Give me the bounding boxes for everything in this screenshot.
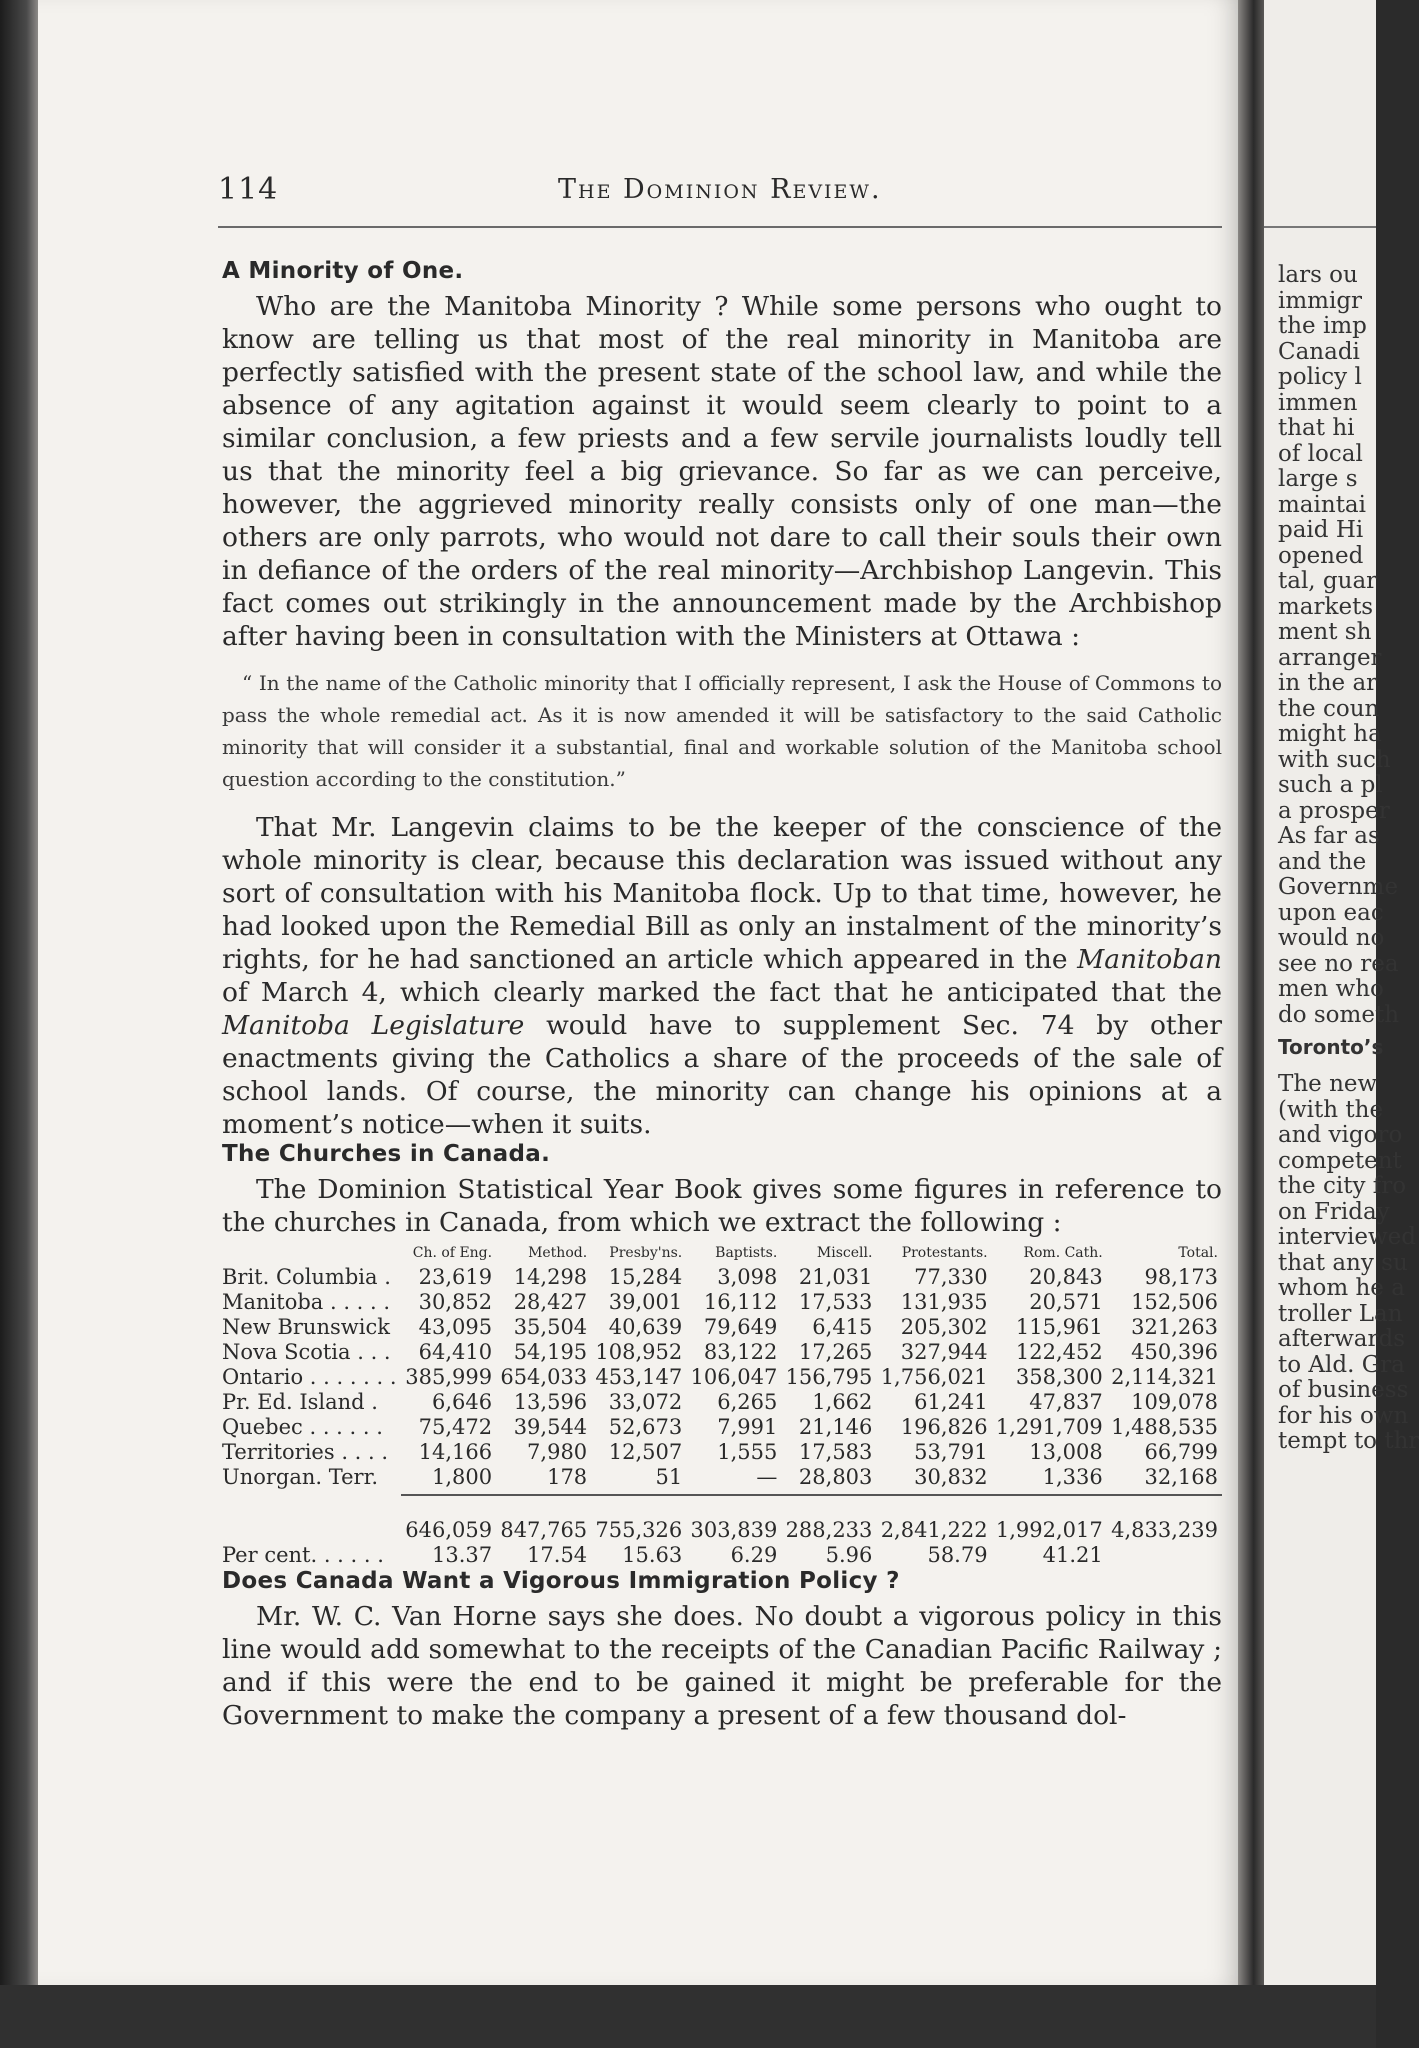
facing-page-line: immigr [1278,287,1363,314]
percent-cell: 17.54 [527,1543,588,1567]
facing-page-line: might ha [1278,721,1382,747]
row-label: Pr. Ed. Island . [222,1390,378,1414]
row-label: Nova Scotia . . . [222,1340,391,1364]
table-cell: 15,284 [608,1265,683,1289]
book-gutter-left [0,0,38,2048]
section-heading-minority: A Minority of One. [222,258,464,284]
table-cell: 178 [547,1465,588,1489]
percent-cell: 15.63 [622,1543,683,1567]
table-row [222,1340,1222,1365]
table-cell: 53,791 [914,1440,988,1464]
percent-label: Per cent. . . . . . [222,1543,384,1567]
table-cell: 17,583 [798,1440,873,1464]
facing-page-line: with such [1278,746,1391,773]
column-header: Miscell. [816,1245,873,1261]
table-header-row [222,1245,1222,1265]
table-cell: 35,504 [513,1315,588,1339]
percent-cell: 6.29 [730,1543,778,1567]
legislature-title: Manitoba Legislature [222,1010,525,1041]
facing-page-line: that hi [1278,415,1355,441]
facing-page-rule [1264,226,1376,228]
table-cell: 23,619 [418,1265,493,1289]
facing-page-line: upon eac [1278,899,1384,926]
table-cell: 28,427 [513,1290,588,1314]
table-cell: 1,662 [812,1390,873,1414]
totals-row [222,1495,1222,1543]
row-label: New Brunswick [222,1315,390,1339]
row-label: Territories . . . . [222,1440,389,1464]
facing-page-line: competent [1278,1147,1402,1174]
total-cell: 1,992,017 [995,1518,1103,1542]
book-spine [1238,0,1264,1985]
table-cell: 14,166 [418,1440,493,1464]
facing-page-line: in the ar [1278,670,1378,696]
facing-page-line: of business [1278,1377,1409,1403]
facing-page-heading: Toronto’s [1278,1035,1384,1059]
table-cell: 7,991 [717,1415,778,1439]
table-row [222,1265,1222,1290]
facing-page-line: lars ou [1278,262,1358,288]
table-cell: 205,302 [900,1315,988,1339]
table-cell: 1,488,535 [1111,1415,1218,1439]
page-bottom-shadow [0,1985,1376,2048]
table-corner [222,1245,401,1265]
table-cell: 54,195 [513,1340,588,1364]
paragraph-minority-2 [222,811,1222,1141]
section-heading-churches: The Churches in Canada. [222,1141,551,1167]
percent-row [222,1543,1222,1568]
facing-page-line: see no rea [1278,950,1399,977]
row-label: Manitoba . . . . . [222,1290,391,1314]
table-row [222,1365,1222,1390]
total-cell: 288,233 [785,1518,873,1542]
table-row [222,1315,1222,1340]
facing-page-line: whom he a [1278,1275,1405,1301]
table-cell: 43,095 [418,1315,493,1339]
facing-page-line: maintai [1278,491,1367,518]
facing-page-line: interviewed [1278,1224,1416,1250]
table-cell: 98,173 [1144,1265,1218,1289]
table-cell: 450,396 [1131,1340,1218,1364]
column-header: Protestants. [901,1245,988,1261]
column-header: Ch. of Eng. [412,1245,493,1261]
table-cell: 61,241 [914,1390,988,1414]
paragraph-text: That Mr. Langevin claims to be the keeper of the conscience of the whole minority is clear, because this declaration was issued without any sort of consultation with his Manitoba flock. Up to that time, however, he had looked upon the Remedial Bill as only an instalment of the minority’s rights, for he had sanctioned an article which appeared in the [222,812,1222,975]
table-cell: 83,122 [703,1340,778,1364]
table-cell: 13,008 [1029,1440,1103,1464]
column-header: Method. [528,1245,588,1261]
header-rule [218,226,1222,228]
table-cell: 6,415 [812,1315,873,1339]
table-cell: 654,033 [500,1365,588,1389]
table-body [222,1265,1222,1568]
facing-page-line: to Ald. Gra [1278,1351,1405,1378]
facing-page-line: on Friday [1278,1198,1390,1225]
section-heading-immigration: Does Canada Want a Vigorous Immigration Policy ? [222,1568,900,1594]
column-header: Rom. Cath. [1023,1245,1103,1261]
table-cell: 32,168 [1144,1465,1218,1489]
facing-page-line: Governme [1278,874,1399,900]
table-cell: 131,935 [900,1290,988,1314]
facing-page-line: arranger [1278,644,1382,671]
row-label: Ontario . . . . . . . [222,1365,397,1389]
column-header: Baptists. [715,1245,778,1261]
facing-page-line: would no [1278,925,1385,951]
facing-page-line: immen [1278,389,1358,416]
percent-cell: 13.37 [431,1543,493,1567]
journal-title: The Dominion Review. [558,174,882,205]
table-cell: 64,410 [418,1340,493,1364]
table-cell: 79,649 [703,1315,778,1339]
column-header: Presby'ns. [609,1245,683,1261]
paragraph-minority-1: Who are the Manitoba Minority ? While some persons who ought to know are telling us that most of the real minority in Manitoba are perfectly satisfied with the present state of the school law, and while the absence of any agitation against it would seem clearly to point to a similar conclusion, a few priests and a few servile journalists loudly tell us that the minority feel a big grievance. So far as we can perceive, however, the aggrieved minority really consists only of one man—the others are only parrots, who would not dare to call their souls their own in defiance of the orders of the real minority—Archbishop Langevin. This fact comes out strikingly in the announcement made by the Archbishop after having been in consultation with the Ministers at Ottawa : [222,291,1222,652]
facing-page-line: men who [1278,976,1384,1002]
facing-page-line: troller Lan [1278,1300,1403,1327]
facing-page-line: do someth [1278,1001,1400,1028]
totals-label [222,1495,401,1543]
table-cell: — [756,1465,778,1489]
facing-page-line: The new [1278,1071,1378,1097]
table-cell: 1,291,709 [995,1415,1103,1439]
facing-page-line: markets [1278,593,1374,620]
paragraph-churches-intro: The Dominion Statistical Year Book gives some figures in reference to the churches in Canada, from which we extract the following : [222,1174,1222,1238]
facing-page-line: such a pl [1278,772,1383,798]
table-cell: 106,047 [690,1365,778,1389]
facing-page-line: the coun [1278,695,1380,722]
paragraph-text: of March 4, which clearly marked the fact that he anticipated that the [222,977,1222,1008]
row-label: Quebec . . . . . . [222,1415,383,1439]
table-cell: 28,803 [798,1465,873,1489]
facing-page-fragment [1264,0,1419,1985]
table-cell: 16,112 [703,1290,778,1314]
facing-page-line: opened [1278,542,1364,569]
paragraph-immigration: Mr. W. C. Van Horne says she does. No doubt a vigorous policy in this line would add somewhat to the receipts of the Canadian Pacific Railway ; and if this were the end to be gained it might be preferable for the Government to make the company a present of a few thousand dol- [222,1601,1222,1731]
table-cell: 385,999 [405,1365,493,1389]
facing-page-line: and vigoro [1278,1122,1403,1148]
percent-cell: 41.21 [1042,1543,1103,1567]
total-cell: 2,841,222 [880,1518,988,1542]
facing-page-line: afterwards [1278,1326,1405,1352]
table-cell: 14,298 [513,1265,588,1289]
table-cell: 52,673 [608,1415,683,1439]
table-cell: 6,265 [717,1390,778,1414]
facing-page-line: tal, guar [1278,568,1378,594]
facing-page-line: As far as [1278,823,1380,849]
table-cell: 321,263 [1131,1315,1218,1339]
facing-page-line: of local [1278,440,1363,467]
blockquote-archbishop: “ In the name of the Catholic minority that I officially represent, I ask the House of Commons to pass the whole remedial act. As it is now amended it will be satisfactory to the said Catholic minority that will consider it a substantial, final and workable solution of the Manitoba school question according to the constitution.” [222,671,1222,791]
table-cell: 453,147 [595,1365,683,1389]
table-cell: 77,330 [914,1265,988,1289]
percent-cell: 58.79 [927,1543,988,1567]
table-cell: 20,571 [1029,1290,1103,1314]
table-cell: 109,078 [1131,1390,1218,1414]
table-row [222,1415,1222,1440]
table-cell: 7,980 [527,1440,588,1464]
table-cell: 12,507 [608,1440,683,1464]
table-cell: 196,826 [900,1415,988,1439]
table-cell: 1,555 [717,1440,778,1464]
table-row [222,1440,1222,1465]
table-cell: 358,300 [1015,1365,1103,1389]
facing-page-line: a prosper [1278,797,1390,824]
table-cell: 1,756,021 [880,1365,988,1389]
table-cell: 327,944 [900,1340,988,1364]
facing-page-line: that any su [1278,1249,1408,1276]
table-row [222,1390,1222,1415]
facing-page-line: tempt to thr [1278,1428,1419,1454]
facing-page-line: (with the [1278,1096,1384,1123]
table-cell: 33,072 [608,1390,683,1414]
table-cell: 21,146 [798,1415,873,1439]
facing-page-line: the imp [1278,313,1367,339]
table-cell: 6,646 [431,1390,493,1414]
facing-page-line: for his own [1278,1402,1409,1429]
newspaper-title: Manitoban [1077,944,1222,975]
table-cell: 1,800 [431,1465,493,1489]
page-number: 114 [218,172,279,207]
percent-cell [1107,1543,1222,1568]
article-column [222,258,1222,1732]
table-cell: 1,336 [1042,1465,1103,1489]
table-cell: 115,961 [1015,1315,1103,1339]
table-cell: 17,265 [798,1340,873,1364]
table-cell: 39,544 [513,1415,588,1439]
table-cell: 3,098 [717,1265,778,1289]
table-cell: 47,837 [1029,1390,1103,1414]
facing-page-line: the city fro [1278,1173,1407,1199]
column-header: Total. [1178,1245,1218,1261]
running-head [218,172,1218,212]
facing-page-line: ment sh [1278,619,1372,645]
table-cell: 108,952 [595,1340,683,1364]
table-cell: 20,843 [1029,1265,1103,1289]
table-cell: 51 [655,1465,683,1489]
table-row [222,1465,1222,1490]
table-cell: 30,832 [914,1465,988,1489]
table-cell: 40,639 [608,1315,683,1339]
facing-page-line: policy l [1278,364,1362,390]
table-cell: 21,031 [798,1265,873,1289]
paragraph-text: would have to supplement Sec. 74 by other enactments giving the Catholics a share of the proceeds of the sale of school lands. Of course, the minority can change his opinions at a moment’s notice—when it suits. [222,1010,1222,1140]
table-cell: 17,533 [798,1290,873,1314]
total-cell: 646,059 [405,1518,493,1542]
total-cell: 847,765 [500,1518,588,1542]
church-statistics-table [222,1245,1222,1568]
table-cell: 122,452 [1015,1340,1103,1364]
row-label: Unorgan. Terr. [222,1465,378,1489]
row-label: Brit. Columbia . [222,1265,391,1289]
percent-cell: 5.96 [825,1543,873,1567]
facing-page-line: and the [1278,848,1367,875]
table-row [222,1290,1222,1315]
table-cell: 2,114,321 [1111,1365,1218,1389]
total-cell: 755,326 [595,1518,683,1542]
total-cell: 303,839 [690,1518,778,1542]
total-cell: 4,833,239 [1111,1518,1218,1542]
table-cell: 66,799 [1144,1440,1218,1464]
table-cell: 152,506 [1131,1290,1218,1314]
table-cell: 39,001 [608,1290,683,1314]
table-cell: 13,596 [513,1390,588,1414]
facing-page-line: Canadi [1278,338,1360,365]
table-cell: 156,795 [785,1365,873,1389]
table-cell: 30,852 [418,1290,493,1314]
facing-page-line: large s [1278,466,1358,492]
table-cell: 75,472 [418,1415,493,1439]
facing-page-line: paid Hi [1278,517,1364,543]
